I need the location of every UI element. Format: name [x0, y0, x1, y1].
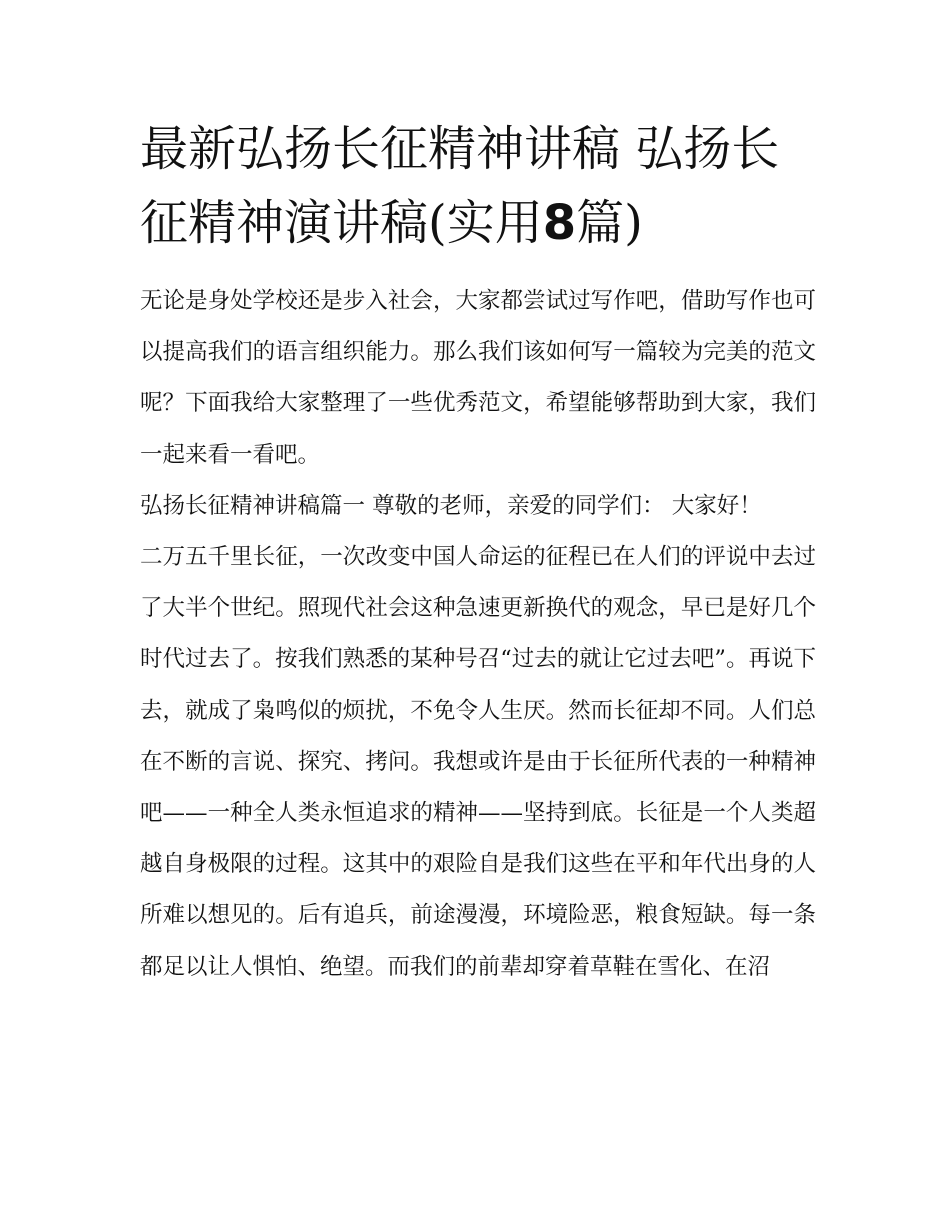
section-heading-paragraph: 弘扬长征精神讲稿篇一 尊敬的老师，亲爱的同学们： 大家好！ [140, 492, 762, 519]
document-body [140, 276, 816, 993]
title-number: 8 [542, 195, 577, 251]
speech-paragraph: 二万五千里长征，一次改变中国人命运的征程已在人们的评说中去过了大半个世纪。照现代社会这种急速更新换代的观念，早已是好几个时代过去了。按我们熟悉的某种号召“过去的就让它过去吧”。再说下去，就成了枭鸣似的烦扰，不免令人生厌。然而长征却不同。人们总在不断的言说、探究、拷问。我想或许是由于长征所代表的一种精神吧——一种全人类永恒追求的精神——坚持到底。长征是一个人类超越自身极限的过程。这其中的艰险自是我们这些在平和年代出身的人所难以想见的。后有追兵，前途漫漫，环境险恶，粮食短缺。每一条都足以让人惧怕、绝望。而我们的前辈却穿着草鞋在雪化、在沼 [140, 544, 816, 980]
document-title [140, 112, 820, 260]
intro-paragraph: 无论是身处学校还是步入社会，大家都尝试过写作吧，借助写作也可以提高我们的语言组织能力。那么我们该如何写一篇较为完美的范文呢？下面我给大家整理了一些优秀范文，希望能够帮助到大家，我们一起来看一看吧。 [140, 288, 816, 468]
title-text: 最新弘扬长征精神讲稿 弘扬长征精神演讲稿(实用 [140, 121, 780, 251]
title-suffix: 篇) [576, 195, 643, 251]
